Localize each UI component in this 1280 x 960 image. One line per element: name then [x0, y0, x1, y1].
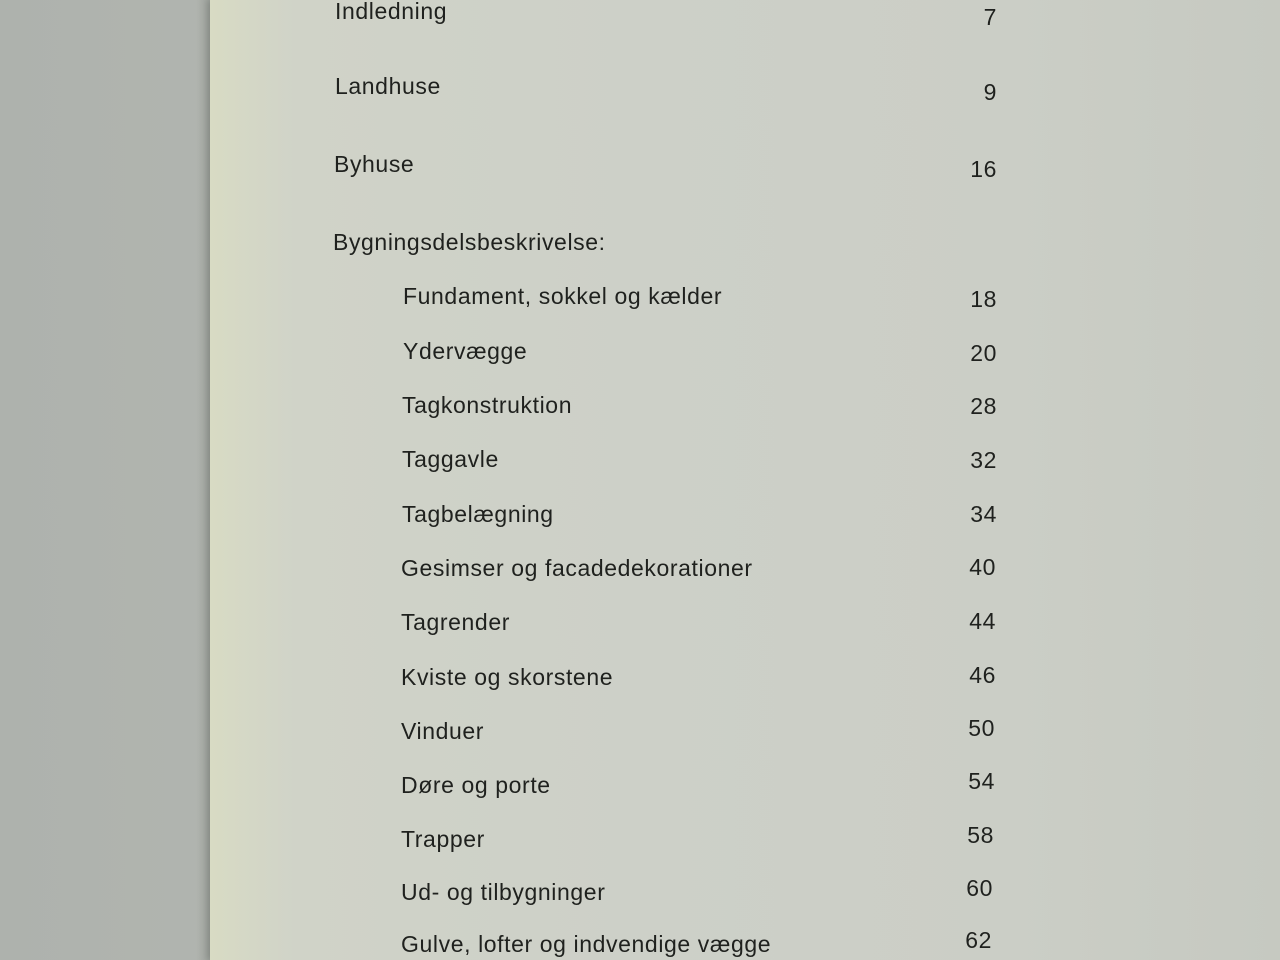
toc-subentry-page: 40 — [969, 554, 996, 580]
toc-entry-page: 7 — [983, 4, 997, 30]
toc-subentry-page: 54 — [968, 768, 995, 794]
toc-subentry-title: Taggavle — [402, 446, 499, 472]
toc-subentry-title: Døre og porte — [401, 772, 551, 798]
toc-subentry-title: Kviste og skorstene — [401, 664, 614, 690]
toc-subentry-page: 58 — [967, 822, 994, 848]
toc-subentry-title: Tagbelægning — [402, 501, 554, 527]
toc-subentry-title: Ydervægge — [403, 338, 528, 364]
toc-subentry-page: 44 — [969, 608, 996, 634]
toc-entry-title: Byhuse — [334, 151, 415, 177]
toc-entry-page: 9 — [983, 79, 997, 105]
toc-subentry-title: Tagkonstruktion — [402, 392, 573, 418]
toc-subentry-page: 20 — [970, 340, 997, 366]
toc-subentry-title: Vinduer — [401, 718, 485, 744]
toc-subentry-title: Ud- og tilbygninger — [401, 879, 606, 905]
book-page — [210, 0, 1280, 960]
toc-entry-page: 16 — [970, 156, 997, 182]
toc-subentry-title: Trapper — [401, 826, 485, 852]
toc-subentry-title: Gulve, lofter og indvendige vægge — [401, 931, 772, 957]
section-heading: Bygningsdelsbeskrivelse: — [333, 229, 606, 255]
toc-subentry-title: Tagrender — [401, 609, 510, 635]
toc-subentry-page: 62 — [965, 927, 992, 953]
toc-subentry-title: Gesimser og facadedekorationer — [401, 555, 753, 581]
toc-subentry-page: 34 — [970, 501, 997, 527]
toc-subentry-page: 46 — [969, 662, 996, 688]
toc-subentry-page: 50 — [968, 715, 995, 741]
toc-subentry-page: 60 — [966, 875, 993, 901]
toc-subentry-page: 32 — [970, 447, 997, 473]
toc-subentry-page: 18 — [970, 286, 997, 312]
toc-entry-title: Indledning — [335, 0, 448, 24]
toc-entry-title: Landhuse — [335, 73, 441, 99]
toc-subentry-title: Fundament, sokkel og kælder — [403, 283, 723, 309]
toc-subentry-page: 28 — [970, 393, 997, 419]
